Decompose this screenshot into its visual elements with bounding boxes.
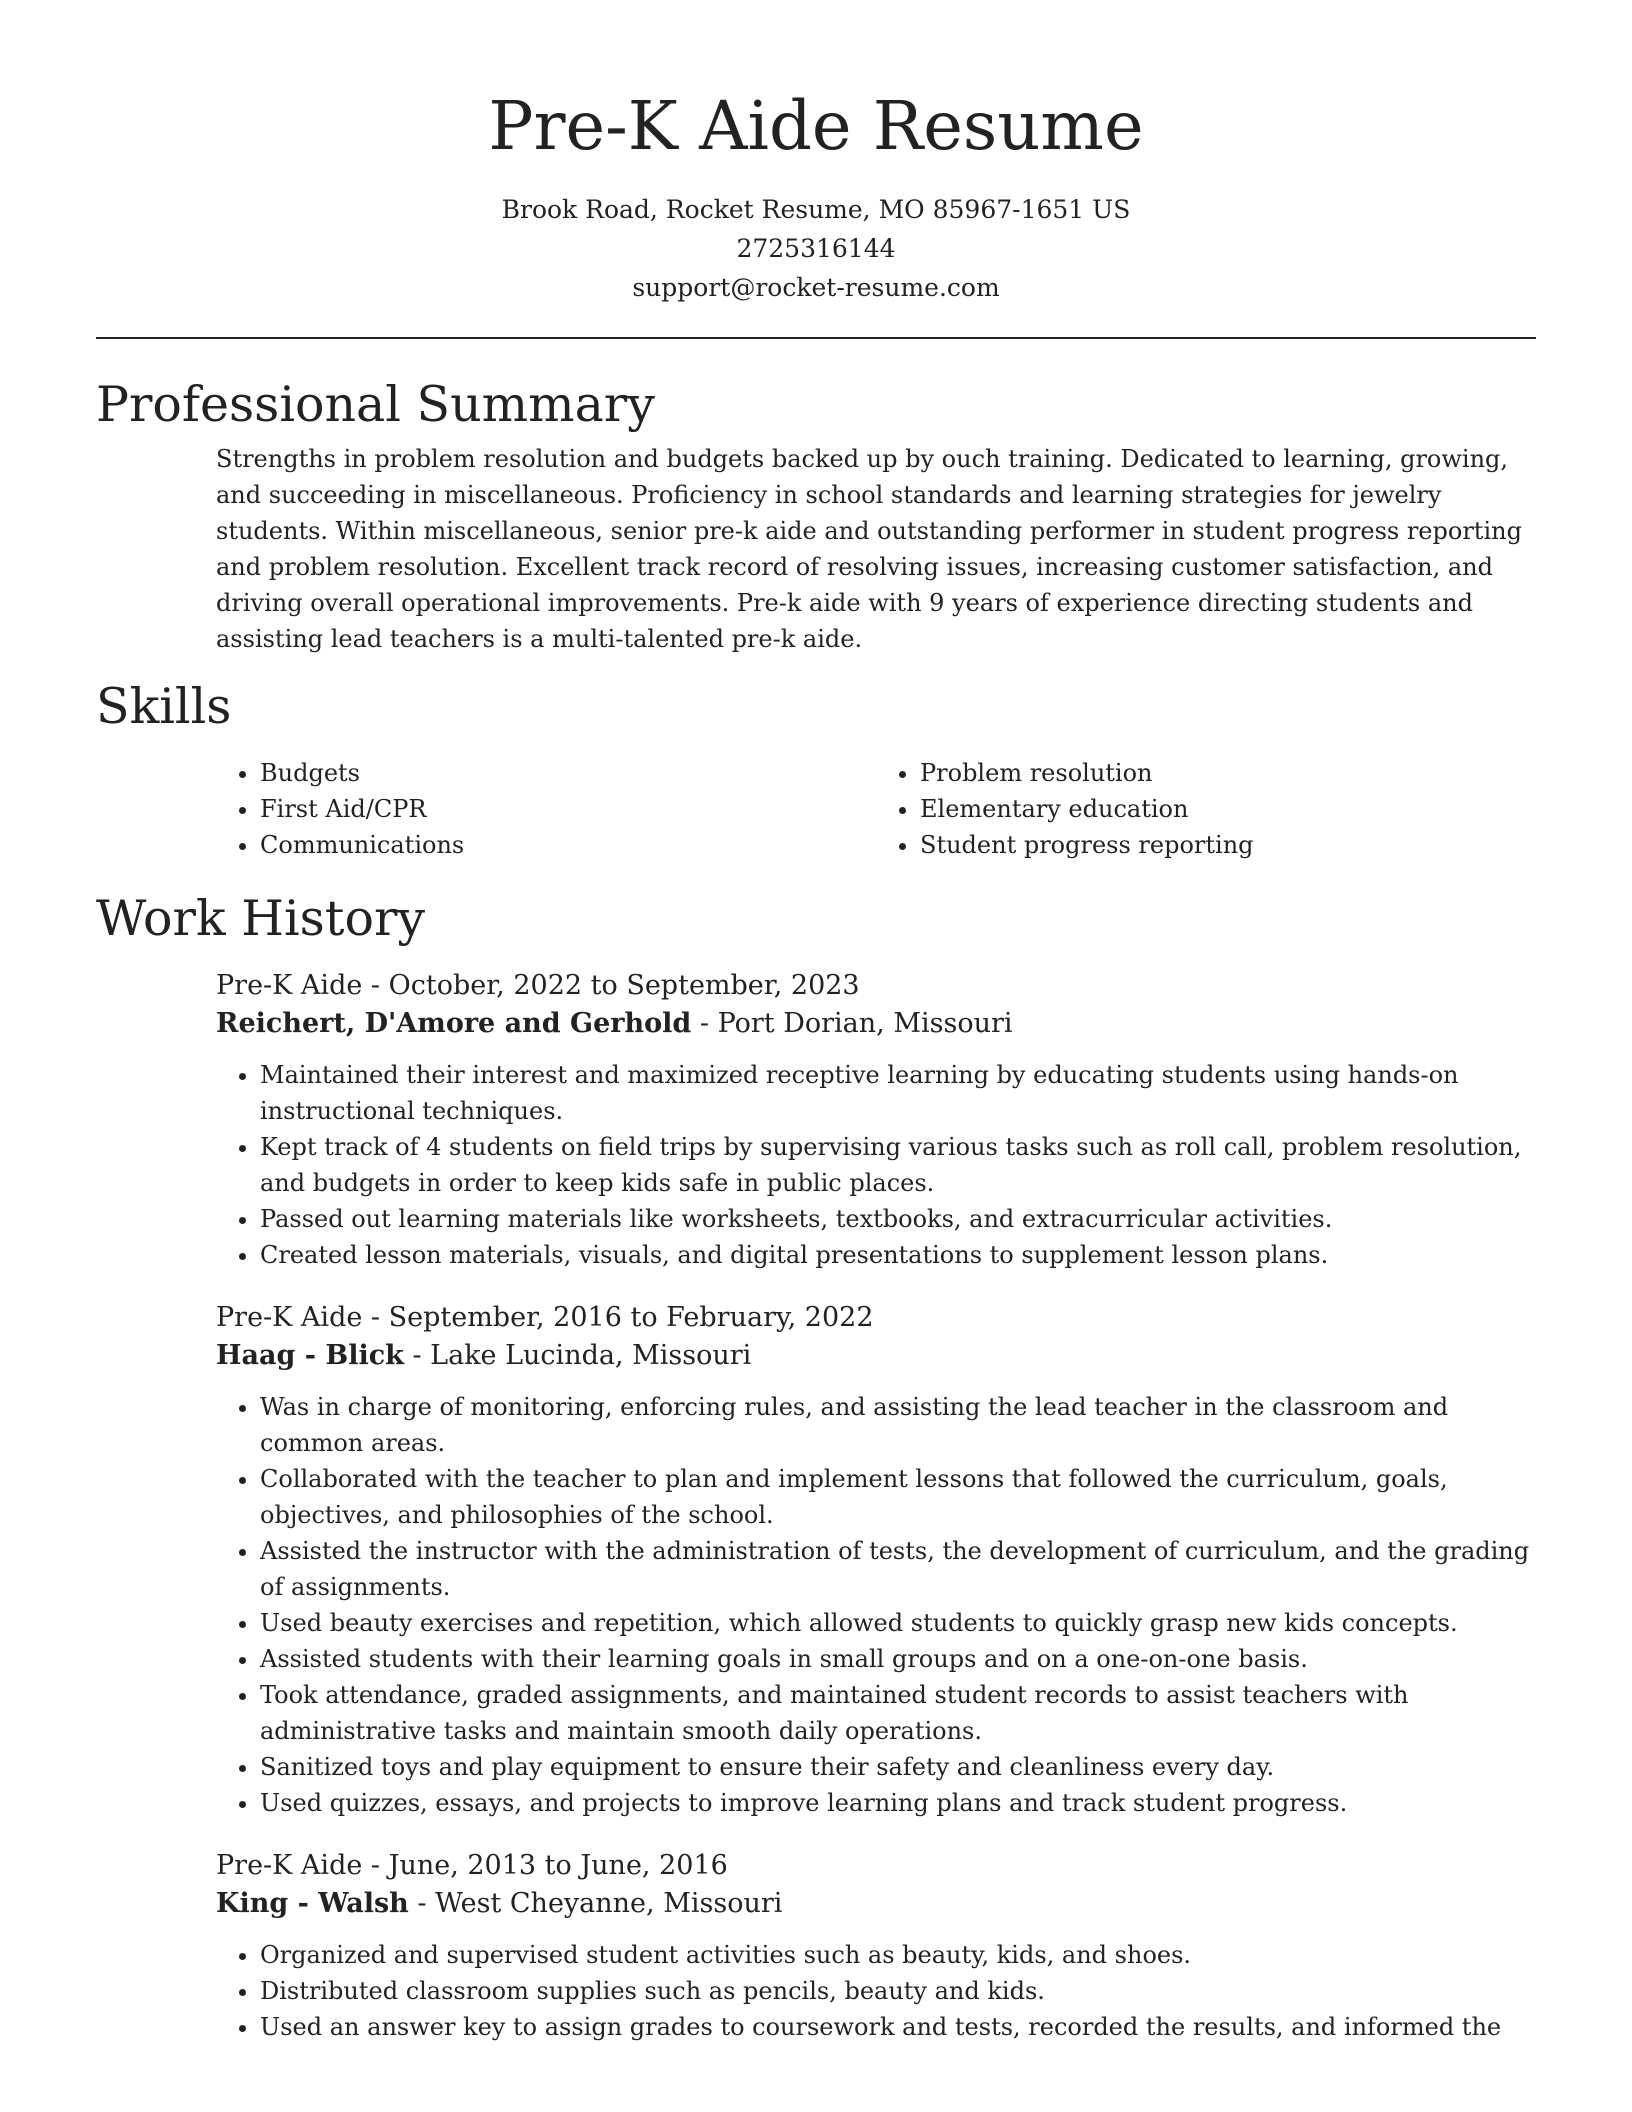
job-bullet: • Distributed classroom supplies such as pencils, beauty and kids. — [260, 1973, 1536, 2009]
job-location: - Lake Lucinda, Missouri — [403, 1340, 752, 1371]
job-company-line — [216, 1005, 1536, 1043]
job-bullet: • Used beauty exercises and repetition, which allowed students to quickly grasp new kids concepts. — [260, 1605, 1536, 1641]
job-bullet: • Collaborated with the teacher to plan and implement lessons that followed the curriculum, goals, objectives, and philosophies of the school. — [260, 1461, 1536, 1533]
job-role: Pre-K Aide — [216, 1850, 363, 1881]
job-company-line — [216, 1885, 1536, 1923]
job-bullet: • Maintained their interest and maximized receptive learning by educating students using hands-on instructional techniques. — [260, 1057, 1536, 1129]
job-bullet: • Created lesson materials, visuals, and digital presentations to supplement lesson plans. — [260, 1237, 1536, 1273]
job-dates: - June, 2013 to June, 2016 — [362, 1850, 728, 1881]
skills-column-right — [876, 755, 1536, 863]
job-company: Reichert, D'Amore and Gerhold — [216, 1008, 692, 1039]
job-bullets — [216, 1937, 1536, 2045]
job-dates: - September, 2016 to February, 2022 — [362, 1302, 874, 1333]
work-history-body — [96, 967, 1536, 2045]
skill-item: • First Aid/CPR — [260, 791, 876, 827]
job-bullet: • Passed out learning materials like worksheets, textbooks, and extracurricular activities. — [260, 1201, 1536, 1237]
skills-heading: Skills — [96, 678, 232, 735]
skill-item: • Student progress reporting — [920, 827, 1536, 863]
job-bullet: • Sanitized toys and play equipment to ensure their safety and cleanliness every day. — [260, 1749, 1536, 1785]
work-history-section — [96, 889, 1536, 2045]
skills-column-left — [216, 755, 876, 863]
job-title-line — [216, 1299, 1536, 1337]
skill-item: • Elementary education — [920, 791, 1536, 827]
skills-section — [96, 677, 1536, 863]
job-role: Pre-K Aide — [216, 970, 363, 1001]
job-company: King - Walsh — [216, 1888, 409, 1919]
job-bullets — [216, 1389, 1536, 1821]
summary-heading: Professional Summary — [96, 376, 655, 433]
job-location: - Port Dorian, Missouri — [691, 1008, 1013, 1039]
summary-section — [96, 375, 1536, 657]
skills-body — [96, 755, 1536, 863]
job-title-line — [216, 967, 1536, 1005]
skill-item: • Problem resolution — [920, 755, 1536, 791]
summary-text: Strengths in problem resolution and budgets backed up by ouch training. Dedicated to learning, growing, and succeeding in miscellaneous. Proficiency in school standards and learning strategies for jewelry students. Within miscellaneous, senior pre-k aide and outstanding performer in student progress reporting and problem resolution. Excellent track record of resolving issues, increasing customer satisfaction, and driving overall operational improvements. Pre-k aide with 9 years of experience directing students and assisting lead teachers is a multi-talented pre-k aide. — [216, 445, 1522, 653]
job-dates: - October, 2022 to September, 2023 — [362, 970, 860, 1001]
skill-item: • Budgets — [260, 755, 876, 791]
job-company-line — [216, 1337, 1536, 1375]
job-bullet: • Used quizzes, essays, and projects to improve learning plans and track student progress. — [260, 1785, 1536, 1821]
contact-email: support@rocket-resume.com — [632, 273, 1000, 302]
skill-item: • Communications — [260, 827, 876, 863]
resume-header — [96, 0, 1536, 307]
job-role: Pre-K Aide — [216, 1302, 363, 1333]
job-bullets — [216, 1057, 1536, 1273]
work-history-heading: Work History — [96, 890, 426, 947]
job-company: Haag - Blick — [216, 1340, 404, 1371]
job-entry — [216, 1847, 1536, 2045]
contact-address: Brook Road, Rocket Resume, MO 85967-1651 US — [501, 195, 1131, 224]
contact-phone: 2725316144 — [736, 234, 896, 263]
job-bullet: • Assisted the instructor with the administration of tests, the development of curriculum, and the grading of assignments. — [260, 1533, 1536, 1605]
skills-grid — [216, 755, 1536, 863]
resume-title: Pre-K Aide Resume — [488, 87, 1144, 165]
job-title-line — [216, 1847, 1536, 1885]
job-location: - West Cheyanne, Missouri — [408, 1888, 783, 1919]
job-bullet: • Organized and supervised student activities such as beauty, kids, and shoes. — [260, 1937, 1536, 1973]
job-bullet: • Was in charge of monitoring, enforcing rules, and assisting the lead teacher in the classroom and common areas. — [260, 1389, 1536, 1461]
job-bullet: • Used an answer key to assign grades to coursework and tests, recorded the results, and informed the — [260, 2009, 1536, 2045]
job-bullet: • Kept track of 4 students on field trips by supervising various tasks such as roll call, problem resolution, and budgets in order to keep kids safe in public places. — [260, 1129, 1536, 1201]
summary-body — [96, 441, 1536, 657]
header-divider — [96, 337, 1536, 339]
job-entry — [216, 1299, 1536, 1821]
job-entry — [216, 967, 1536, 1273]
job-bullet: • Assisted students with their learning goals in small groups and on a one-on-one basis. — [260, 1641, 1536, 1677]
job-bullet: • Took attendance, graded assignments, and maintained student records to assist teachers with administrative tasks and maintain smooth daily operations. — [260, 1677, 1536, 1749]
